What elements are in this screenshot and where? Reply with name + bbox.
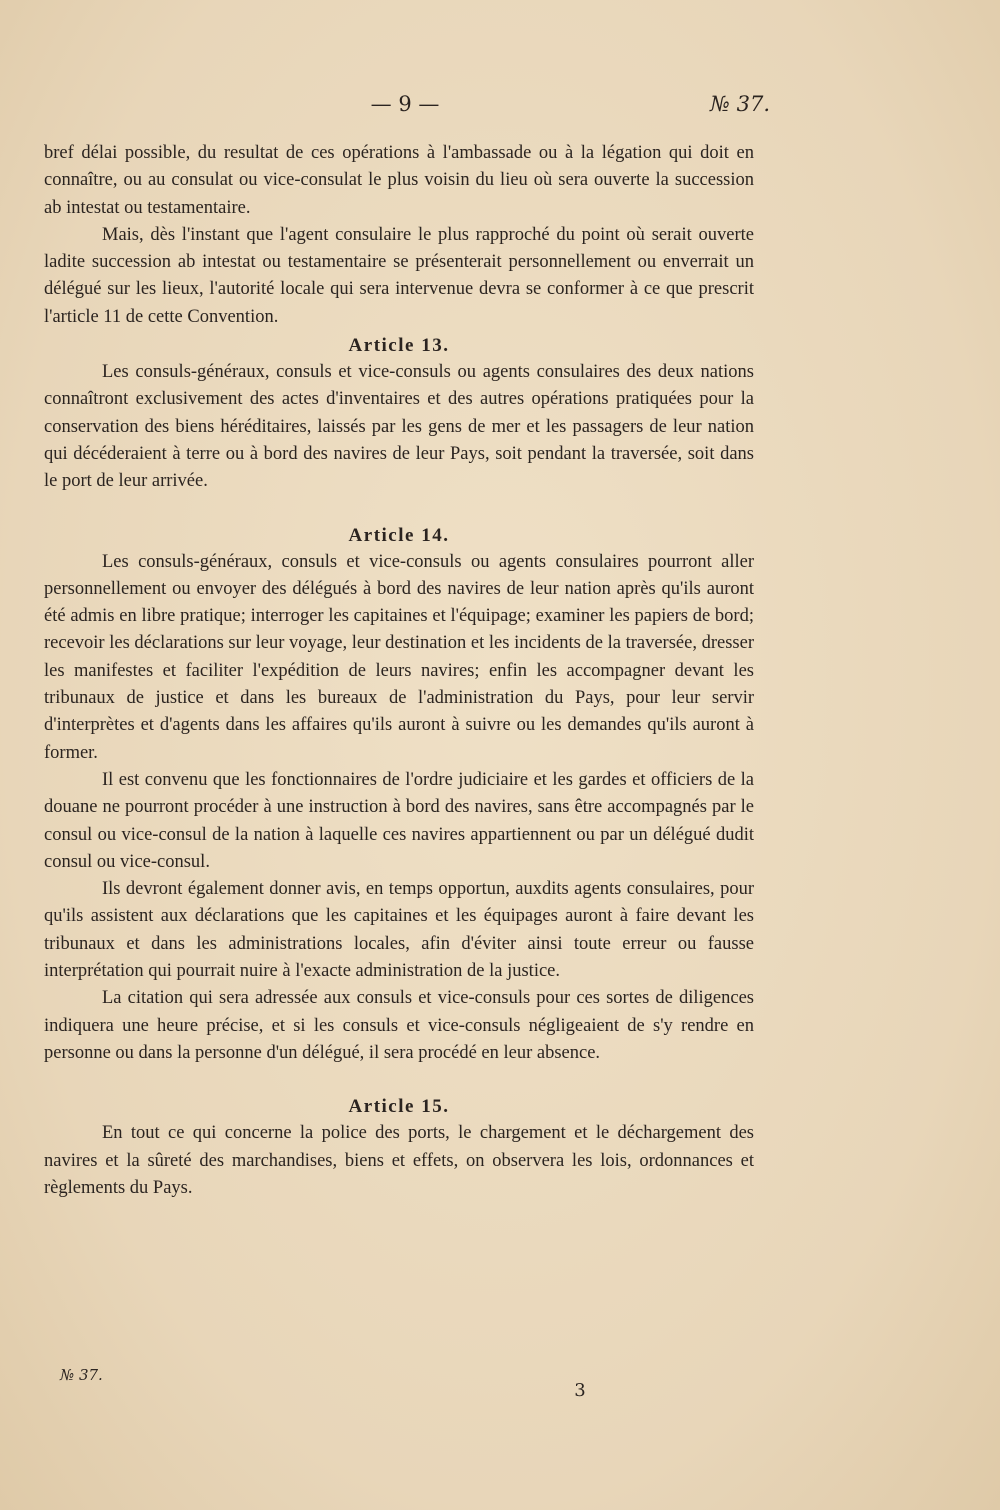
paragraph: La citation qui sera adressée aux consuls et vice-consuls pour ces sortes de diligences indiquera une heure précise, et si les consuls et vice-consuls négligeaient de s'y rendre en personne ou dans la personne d'un délégué, il sera procédé en leur absence. — [44, 988, 754, 1063]
paragraph: Mais, dès l'instant que l'agent consulaire le plus rapproché du point où serait ouverte ladite succession ab intestat ou testamentaire se présenterait personnellement ou enverrait un délégué sur les lieux, l'autorité locale qui sera intervenue devra se conformer à ce que prescrit l'article 11 de cette Convention. — [44, 224, 754, 327]
document-number: № 37. — [710, 92, 770, 116]
paragraph: bref délai possible, du resultat de ces opérations à l'ambassade ou à la légation qui doit en connaître, ou au consulat ou vice-consulat le plus voisin du lieu où sera ouverte la succession ab intestat ou testamentaire. — [44, 143, 754, 218]
page-number: — 9 — — [370, 92, 440, 116]
article-15-heading: Article 15. — [348, 1096, 450, 1118]
article-14-heading: Article 14. — [348, 524, 450, 546]
paragraph: Ils devront également donner avis, en temps opportun, auxdits agents consulaires, pour qu'ils assistent aux déclarations que les capitaines et les équipages auront à faire devant les tribunaux et dans les administrations locales, afin d'éviter ainsi toute erreur ou fausse interprétation qui pourrait nuire à l'exacte administration de la justice. — [44, 879, 754, 982]
paragraph: En tout ce qui concerne la police des ports, le chargement et le déchargement des navires et la sûreté des marchandises, biens et effets, on observera les lois, ordonnances et règlements du Pays. — [44, 1123, 754, 1198]
article-13-heading: Article 13. — [348, 335, 450, 357]
document-body — [44, 140, 754, 1202]
paragraph: Il est convenu que les fonctionnaires de l'ordre judiciaire et les gardes et officiers de la douane ne pourront procéder à une instruction à bord des navires, sans être accompagnés par le consul ou vice-consul de la nation à laquelle ces navires appartiennent ou par un délégué dudit consul ou vice-consul. — [44, 769, 754, 872]
footer-document-mark: № 37. — [60, 1366, 103, 1384]
footer-sheet-number: 3 — [574, 1380, 586, 1401]
page-header — [0, 92, 1000, 122]
paragraph: Les consuls-généraux, consuls et vice-consuls ou agents consulaires des deux nations connaîtront exclusivement des actes d'inventaires et des autres opérations pratiquées pour la conservation des biens héréditaires, laissés par les gens de mer et les passagers de leur nation qui décéderaient à terre ou à bord des navires de leur Pays, soit pendant la traversée, soit dans le port de leur arrivée. — [44, 362, 754, 492]
paragraph: Les consuls-généraux, consuls et vice-consuls ou agents consulaires pourront aller personnellement ou envoyer des délégués à bord des navires de leur nation après qu'ils auront été admis en libre pratique; interroger les capitaines et l'équipage; examiner les papiers de bord; recevoir les déclarations sur leur voyage, leur destination et les incidents de la traversée, dresser les manifestes et faciliter l'expédition de leurs navires; enfin les accompagner devant les tribunaux de justice et dans les bureaux de l'administration du Pays, pour leur servir d'interprètes et d'agents dans les affaires qu'ils auront à suivre ou les demandes qu'ils auront à former. — [44, 551, 754, 763]
